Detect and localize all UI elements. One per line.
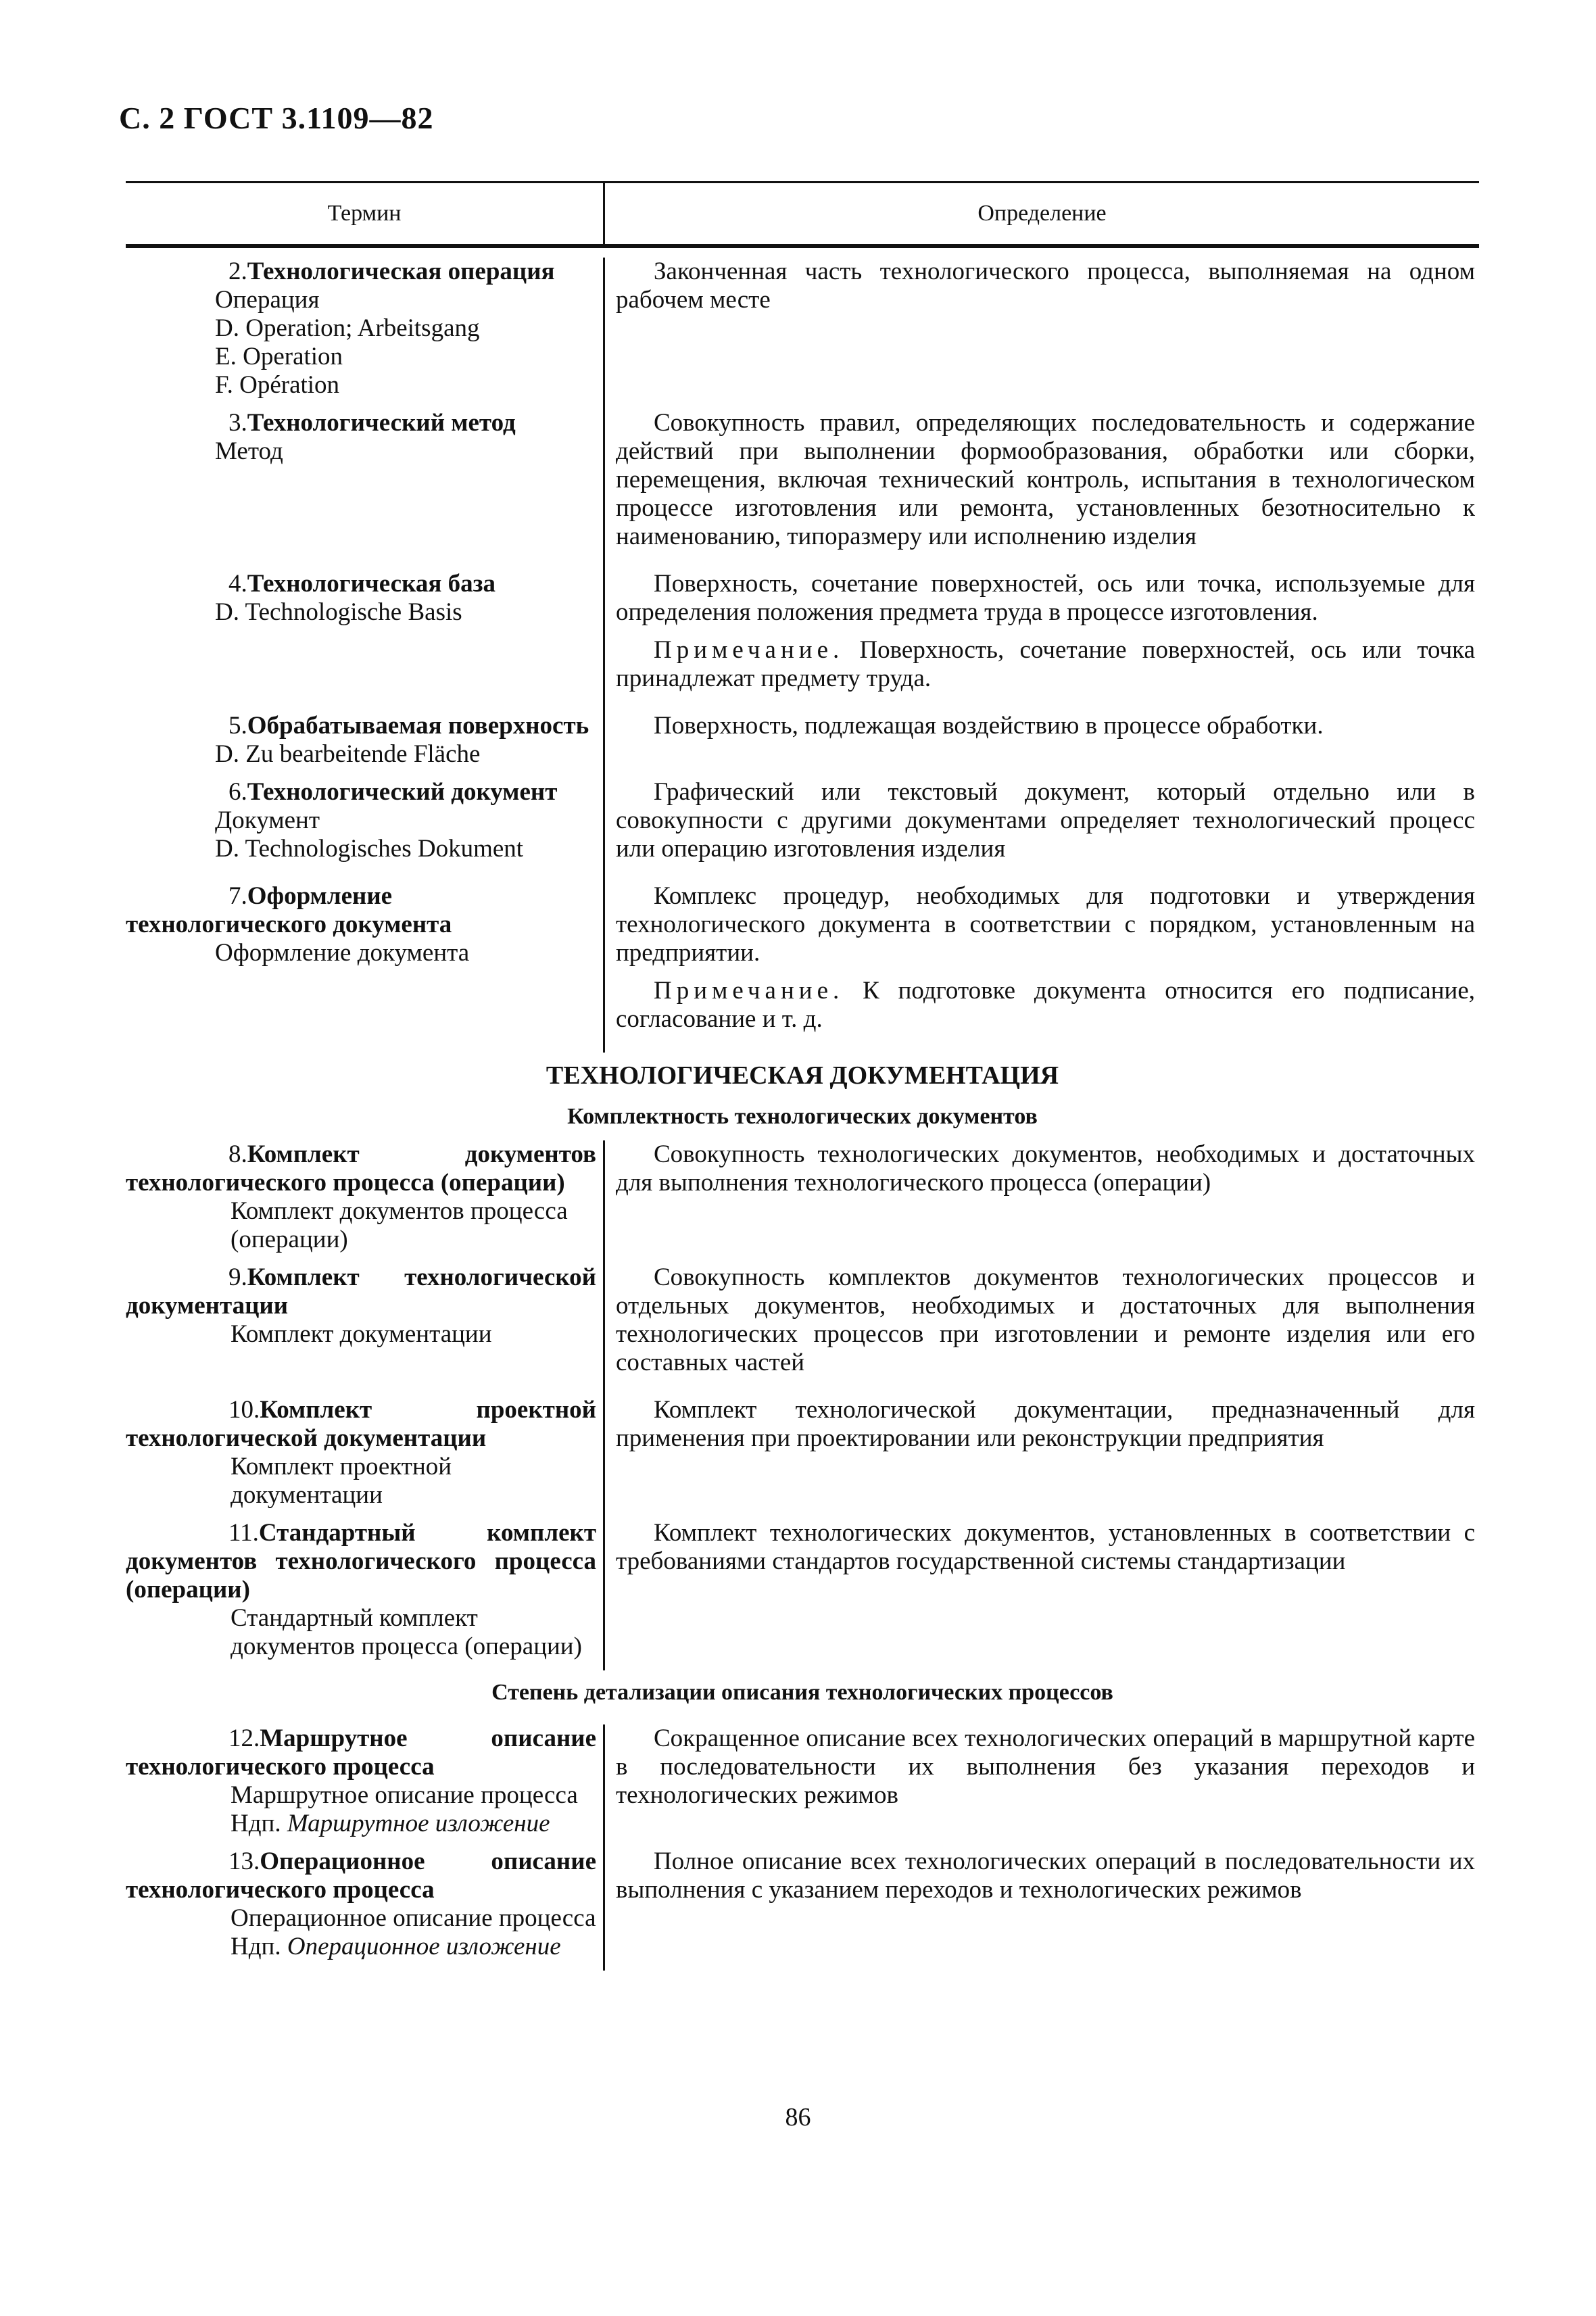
term-synonym: E. Operation [215, 343, 343, 370]
term-cell [126, 1140, 605, 1254]
term-heading [126, 1140, 596, 1197]
table-row [126, 1263, 1479, 1386]
term-name: Технологическая операция [247, 258, 555, 285]
term-name: Маршрутное описание технологического процесса [126, 1724, 596, 1781]
term-heading [126, 1263, 596, 1320]
term-heading [126, 570, 596, 598]
term-cell [126, 1396, 605, 1510]
definition-text: Законченная часть технологического процесса, выполняемая на одном рабочем месте [616, 258, 1475, 314]
term-synonym: D. Zu bearbeitende Fläche [215, 740, 481, 768]
term-number: 11. [228, 1519, 259, 1547]
term-number: 4. [228, 570, 247, 598]
term-cell [126, 1519, 605, 1661]
term-heading [126, 1519, 596, 1604]
term-heading [126, 882, 596, 939]
definition-cell [605, 1848, 1479, 1961]
term-heading [126, 1848, 596, 1904]
term-name: Комплект документов технологического процесса (операции) [126, 1140, 596, 1197]
term-name: Комплект проектной технологической документации [126, 1396, 596, 1452]
subsection-title-detail: Степень детализации описания технологических процессов [491, 1680, 1113, 1705]
table-row [126, 1848, 1479, 1961]
term-number: 13. [228, 1848, 260, 1875]
term-number: 3. [228, 409, 247, 437]
term-synonym: Оформление документа [215, 939, 470, 967]
definition-text: Поверхность, подлежащая воздействию в процессе обработки. [654, 712, 1324, 740]
term-heading [126, 258, 596, 286]
term-synonym: D. Operation; Arbeitsgang [215, 314, 480, 342]
term-number: 9. [228, 1263, 247, 1291]
table-row [126, 882, 1479, 1043]
definition-text: Совокупность технологических документов, необходимых и достаточных для выполнения технологического процесса (операции) [616, 1140, 1475, 1197]
term-name: Оформление технологического документа [126, 882, 452, 938]
term-cell [126, 570, 605, 702]
deprecated-term: Операционное изложение [287, 1933, 561, 1960]
table-header-row [126, 183, 1479, 244]
term-synonym: D. Technologische Basis [215, 598, 462, 626]
definition-cell [605, 409, 1479, 560]
term-cell [126, 1724, 605, 1838]
term-name: Обрабатываемая поверхность [247, 712, 589, 740]
table-body-part-1 [126, 258, 1479, 1053]
table-row [126, 1519, 1479, 1661]
column-header-term: Термин [126, 183, 605, 244]
table-row [126, 409, 1479, 560]
term-name: Стандартный комплект документов технологического процесса (операции) [126, 1519, 596, 1603]
terms-table [126, 181, 1479, 1971]
page-header: С. 2 ГОСТ 3.1109—82 [119, 101, 434, 135]
term-cell [126, 1848, 605, 1961]
subsection-title-completeness: Комплектность технологических документов [567, 1104, 1038, 1129]
term-cell [126, 409, 605, 560]
page-number: 86 [785, 2103, 811, 2131]
deprecated-label: Ндп. [231, 1933, 281, 1960]
definition-text: Графический или текстовый документ, который отдельно или в совокупности с другими документами определяет технологический процесс или операцию изготовления изделия [616, 778, 1475, 863]
term-synonym: D. Technologisches Dokument [215, 835, 524, 863]
term-heading [126, 712, 596, 740]
section-title: ТЕХНОЛОГИЧЕСКАЯ ДОКУМЕНТАЦИЯ [546, 1061, 1059, 1090]
definition-text: Полное описание всех технологических операций в последовательности их выполнения с указанием переходов и технологических режимов [616, 1848, 1475, 1904]
definition-text: Комплект технологических документов, установленных в соответствии с требованиями стандартов государственной системы стандартизации [616, 1519, 1475, 1575]
term-synonym: F. Opération [215, 371, 340, 399]
definition-text: Поверхность, сочетание поверхностей, ось или точка, используемые для определения положения предмета труда в процессе изготовления. [616, 570, 1475, 626]
term-name: Технологическая база [247, 570, 495, 598]
definition-text: Комплект технологической документации, предназначенный для применения при проектировании или реконструкции предприятия [616, 1396, 1475, 1452]
term-synonym: Документ [215, 806, 320, 834]
term-cell [126, 258, 605, 400]
term-cell [126, 882, 605, 1043]
note-text: Поверхность, сочетание поверхностей, ось или точка принадлежат предмету труда. [616, 636, 1475, 692]
definition-text: Комплекс процедур, необходимых для подготовки и утверждения технологического документа в соответствии с порядком, установленным на предприятии. [616, 882, 1475, 967]
term-synonym: Маршрутное описание процесса [231, 1781, 578, 1809]
term-name: Операционное описание технологического процесса [126, 1848, 596, 1904]
table-body-part-3 [126, 1724, 1479, 1971]
term-deprecated [126, 1933, 596, 1961]
deprecated-term: Маршрутное изложение [287, 1810, 550, 1837]
term-heading [126, 778, 596, 806]
definition-cell [605, 1263, 1479, 1386]
term-synonym: Комплект проектной документации [231, 1453, 452, 1509]
term-cell [126, 1263, 605, 1386]
table-row [126, 778, 1479, 873]
term-heading [126, 1724, 596, 1781]
table-row [126, 712, 1479, 769]
definition-cell [605, 712, 1479, 769]
definition-cell [605, 1519, 1479, 1661]
term-name: Технологический документ [247, 778, 558, 806]
term-synonym: Метод [215, 437, 283, 465]
definition-note [616, 977, 1475, 1034]
definition-text: Совокупность правил, определяющих последовательность и содержание действий при выполнении формообразования, обработки или сборки, перемещения, включая технический контроль, испытания в технологическом процессе изготовления или ремонта, установленных безотносительно к наименованию, типоразмеру или исполнению изделия [616, 409, 1475, 550]
term-heading [126, 1396, 596, 1453]
term-cell [126, 778, 605, 873]
term-number: 2. [228, 258, 247, 285]
term-synonym: Комплект документов процесса (операции) [231, 1197, 568, 1253]
term-deprecated [126, 1810, 596, 1838]
table-row [126, 1140, 1479, 1254]
note-label: Примечание. [654, 636, 844, 664]
term-heading [126, 409, 596, 437]
term-cell [126, 712, 605, 769]
definition-cell [605, 570, 1479, 702]
term-name: Комплект технологической документации [126, 1263, 596, 1320]
term-number: 8. [228, 1140, 247, 1168]
table-row [126, 1396, 1479, 1510]
definition-note [616, 636, 1475, 693]
table-body-part-2 [126, 1140, 1479, 1670]
table-row [126, 258, 1479, 400]
definition-cell [605, 1724, 1479, 1838]
term-number: 10. [228, 1396, 260, 1424]
term-number: 6. [228, 778, 247, 806]
term-number: 5. [228, 712, 247, 740]
definition-text: Совокупность комплектов документов технологических процессов и отдельных документов, необходимых и достаточных для выполнения технологических процессов при изготовлении и ремонте изделия или его составных частей [616, 1263, 1475, 1376]
note-text: К подготовке документа относится его подписание, согласование и т. д. [616, 977, 1475, 1033]
term-synonym: Стандартный комплект документов процесса (операции) [231, 1604, 582, 1660]
term-number: 7. [228, 882, 247, 910]
term-synonym: Операционное описание процесса [231, 1904, 596, 1932]
definition-cell [605, 882, 1479, 1043]
term-synonym: Операция [215, 286, 320, 314]
definition-cell [605, 778, 1479, 873]
column-header-definition: Определение [977, 201, 1107, 226]
table-row [126, 1724, 1479, 1838]
deprecated-label: Ндп. [231, 1810, 281, 1837]
definition-text: Сокращенное описание всех технологических операций в маршрутной карте в последовательности их выполнения без указания переходов и технологических режимов [616, 1724, 1475, 1809]
term-synonym: Комплект документации [231, 1320, 492, 1348]
definition-cell [605, 1140, 1479, 1254]
table-row [126, 570, 1479, 702]
definition-cell [605, 258, 1479, 400]
term-number: 12. [228, 1724, 260, 1752]
note-label: Примечание. [654, 977, 844, 1005]
term-name: Технологический метод [247, 409, 516, 437]
definition-cell [605, 1396, 1479, 1510]
